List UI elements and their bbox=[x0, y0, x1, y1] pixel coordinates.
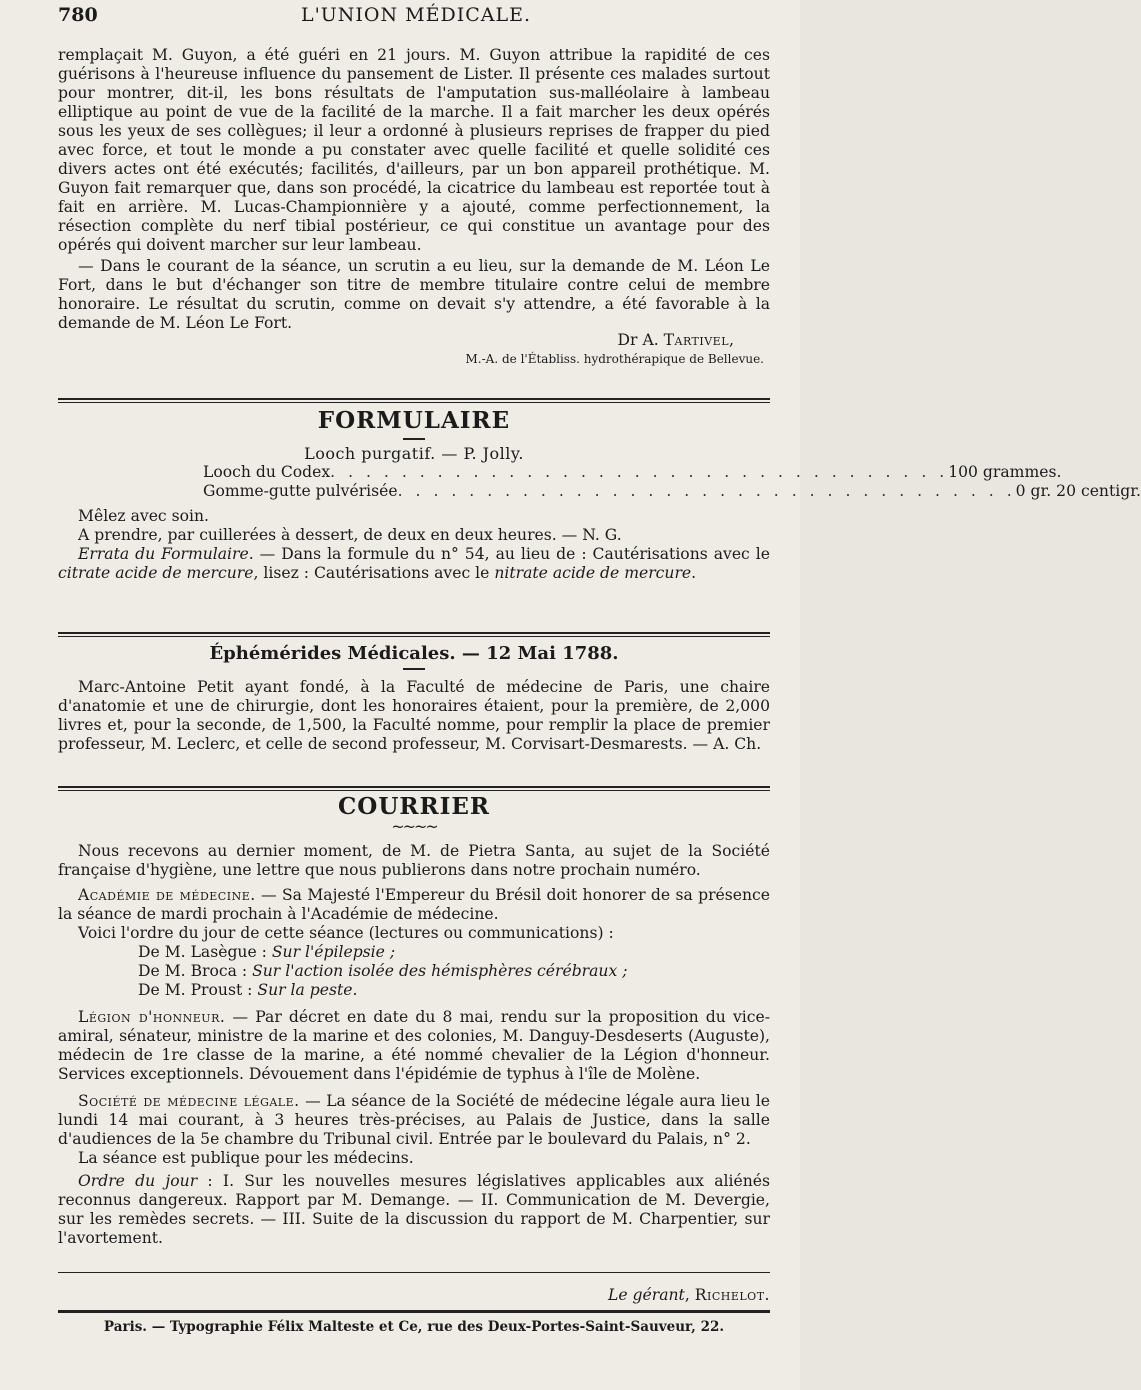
talk-item bbox=[58, 981, 770, 1000]
intro-paragraph-2: — Dans le courant de la séance, un scrutin a eu lieu, sur la demande de M. Léon Le Fort, dans le but d'échanger son titre de membre titulaire contre celui de membre honoraire. Le résultat du scrutin, comme on devait s'y attendre, a été favorable à la demande de M. Léon Le Fort. bbox=[58, 257, 770, 332]
ordre-du-jour bbox=[58, 1172, 770, 1248]
errata-wrong-term: citrate acide de mercure bbox=[58, 564, 254, 582]
societe-text: — La séance de la Société de médecine légale aura lieu le lundi 14 mai courant, à 3 heures très-précises, au Palais de Justice, dans la salle d'audiences de la 5e chambre du Tribunal civil. Entrée par le boulevard du Palais, n° 2. bbox=[58, 1092, 770, 1148]
talk-item bbox=[58, 943, 770, 962]
talk-item bbox=[58, 962, 770, 981]
wavy-ornament: ~~~~ bbox=[391, 817, 437, 836]
section-divider bbox=[58, 398, 770, 403]
formulaire-heading: FORMULAIRE bbox=[317, 407, 511, 434]
gerant-name: Richelot. bbox=[694, 1286, 770, 1304]
legion-label: Légion d'honneur. bbox=[78, 1008, 226, 1026]
societe-notice bbox=[58, 1092, 770, 1149]
gerant-separator: , bbox=[684, 1286, 695, 1304]
signature-name: Tartivel bbox=[663, 331, 730, 349]
recipe-title: Looch purgatif. — P. Jolly. bbox=[304, 444, 524, 463]
courrier-heading: COURRIER bbox=[337, 793, 491, 820]
talk-author: De M. Broca : bbox=[138, 962, 253, 980]
intro-paragraph-1: remplaçait M. Guyon, a été guéri en 21 jours. M. Guyon attribue la rapidité de ces guérisons à l'heureuse influence du pansement de Lister. Il présente ces malades surtout pour montrer, dit-il, les bons résultats de l'amputation sus-malléolaire à lambeau elliptique au point de vue de la facilité de la marche. Il a fait marcher les deux opérés sous les yeux de ses collègues; il leur a ordonné à plusieurs reprises de frapper du pied avec force, et tout le monde a pu constater avec quelle facilité et quelle solidité ces divers actes ont été exécutés; facilités, d'ailleurs, par un bon appareil prothétique. M. Guyon fait remarquer que, dans son procédé, la cicatrice du lambeau est reportée tout à fait en arrière. M. Lucas-Championnière y a ajouté, comme perfectionnement, la résection complète du nerf tibial postérieur, ce qui constitue un avantage pour des opérés qui doivent marcher sur leur lambeau. bbox=[58, 46, 770, 254]
heading-dash bbox=[403, 438, 425, 440]
ephemerides-section bbox=[58, 642, 770, 754]
ordre-label: Ordre du jour bbox=[78, 1172, 198, 1190]
gerant-label: Le gérant bbox=[608, 1286, 685, 1304]
ingredient-quantity: 0 gr. 20 centigr. bbox=[1015, 482, 1141, 500]
gerant-signature bbox=[58, 1286, 800, 1305]
ingredient-row bbox=[58, 482, 1141, 501]
formulaire-section bbox=[58, 406, 1141, 583]
courrier-section bbox=[58, 792, 770, 1248]
errata-text: — Dans la formule du n° 54, au lieu de : Cautérisations avec le bbox=[253, 545, 770, 563]
footer-rule bbox=[58, 1272, 770, 1273]
printer-imprint: Paris. — Typographie Félix Malteste et Ce, rue des Deux-Portes-Saint-Sauveur, 22. bbox=[103, 1319, 725, 1335]
section-divider bbox=[58, 632, 770, 637]
section-divider bbox=[58, 786, 770, 791]
errata-label: Errata du Formulaire. bbox=[78, 545, 254, 563]
errata bbox=[58, 545, 770, 583]
academie-notice bbox=[58, 886, 770, 924]
intro-article bbox=[58, 46, 770, 369]
running-title: L'UNION MÉDICALE. bbox=[300, 4, 532, 26]
author-affiliation: M.-A. de l'Établiss. hydrothérapique de Bellevue. bbox=[465, 352, 764, 366]
academie-label: Académie de médecine. bbox=[78, 886, 256, 904]
ingredient-name: Gomme-gutte pulvérisée bbox=[203, 482, 398, 500]
leader-dots: . . . . . . . . . . . . . . . . . . . . . . . . . . . . . . . . . . . bbox=[330, 463, 949, 481]
ephemerides-text: Marc-Antoine Petit ayant fondé, à la Faculté de médecine de Paris, une chaire d'anatomie et une de chirurgie, dont les honoraires étaient, pour la première, de 2,000 livres et, pour la seconde, de 1,500, la Faculté nomme, pour remplir la place de premier professeur, M. Leclerc, et celle de second professeur, M. Corvisart-Desmarests. — A. Ch. bbox=[58, 678, 770, 753]
legion-text: — Par décret en date du 8 mai, rendu sur la proposition du vice-amiral, sénateur, ministre de la marine et des colonies, M. Danguy-Desdeserts (Auguste), médecin de 1re classe de la marine, a été nommé chevalier de la Légion d'honneur. Services exceptionnels. Dévouement dans l'épidémie de typhus à l'île de Molène. bbox=[58, 1008, 770, 1083]
author-signature bbox=[58, 331, 770, 350]
leader-dots: . . . . . . . . . . . . . . . . . . . . . . . . . . . . . . . . . . . bbox=[397, 482, 1016, 500]
talk-author: De M. Lasègue : bbox=[138, 943, 272, 961]
ephemerides-heading: Éphémérides Médicales. — 12 Mai 1788. bbox=[209, 643, 619, 664]
talk-title: Sur l'épilepsie ; bbox=[271, 943, 396, 961]
ingredient-name: Looch du Codex bbox=[203, 463, 331, 481]
talk-author: De M. Proust : bbox=[138, 981, 258, 999]
academie-text: — Sa Majesté l'Empereur du Brésil doit honorer de sa présence la séance de mardi prochain à l'Académie de médecine. bbox=[58, 886, 770, 923]
page-number: 780 bbox=[58, 4, 98, 26]
legion-notice bbox=[58, 1008, 770, 1084]
heading-dash bbox=[403, 668, 425, 670]
mix-instruction: Mêlez avec soin. bbox=[78, 507, 209, 525]
errata-text: . bbox=[691, 564, 697, 582]
talk-title: Sur l'action isolée des hémisphères cérébraux ; bbox=[252, 962, 628, 980]
page-header bbox=[58, 4, 774, 30]
footer-rule bbox=[58, 1310, 770, 1313]
ordre-intro: Voici l'ordre du jour de cette séance (lectures ou communications) : bbox=[78, 924, 614, 942]
societe-label: Société de médecine légale. bbox=[78, 1092, 300, 1110]
courrier-paragraph: Nous recevons au dernier moment, de M. de Pietra Santa, au sujet de la Société française d'hygiène, une lettre que nous publierons dans notre prochain numéro. bbox=[58, 842, 770, 879]
signature-suffix: , bbox=[729, 331, 734, 349]
ordre-text: : I. Sur les nouvelles mesures législatives applicables aux aliénés reconnus dangereux. Rapport par M. Demange. — II. Communication de M. Devergie, sur les remèdes secrets. — III. Suite de la discussion du rapport de M. Charpentier, sur l'avortement. bbox=[58, 1172, 770, 1247]
errata-correct-term: nitrate acide de mercure bbox=[494, 564, 692, 582]
errata-text: , lisez : Cautérisations avec le bbox=[253, 564, 495, 582]
talk-title: Sur la peste. bbox=[257, 981, 358, 999]
ingredient-row bbox=[58, 463, 1062, 482]
posology: A prendre, par cuillerées à dessert, de deux en deux heures. — N. G. bbox=[78, 526, 622, 544]
ingredient-quantity: 100 grammes. bbox=[948, 463, 1062, 481]
signature-prefix: Dr A. bbox=[617, 331, 664, 349]
public-notice: La séance est publique pour les médecins. bbox=[78, 1149, 414, 1167]
